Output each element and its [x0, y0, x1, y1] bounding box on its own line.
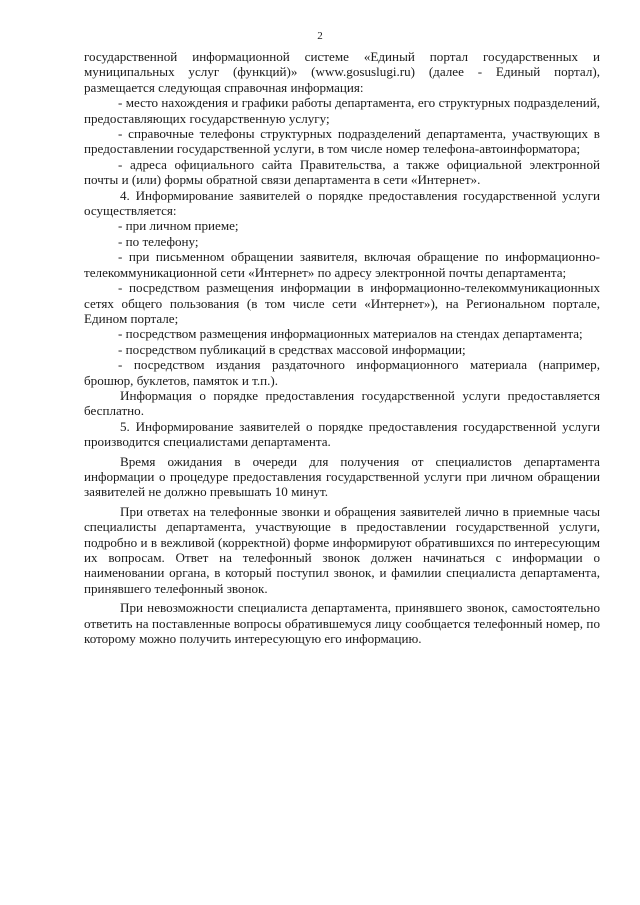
list-item: - посредством публикаций в средствах массовой информации;	[118, 341, 466, 357]
page-number: 2	[317, 30, 323, 42]
list-item: - адреса официального сайта Правительства, а также официальной электронной почты и (или) формы обратной связи департамента в сети «Интернет».	[84, 156, 600, 188]
list-item: - посредством издания раздаточного информационного материала (например, брошюр, буклетов, памяток и т.п.).	[84, 357, 600, 388]
list-item: - по телефону;	[118, 233, 199, 249]
paragraph: При ответах на телефонные звонки и обращения заявителей лично в приемные часы специалисты департамента, участвующие в предоставлении государственной услуги, подробно и в вежливой (корректной) форме информируют обратившихся по интересующим их вопросам. Ответ на телефонный звонок должен начинаться с информации о наименовании органа, в который поступил звонок, и фамилии специалиста департамента, принявшего телефонный звонок.	[84, 503, 600, 596]
list-item: - при личном приеме;	[118, 218, 239, 234]
paragraph: Информация о порядке предоставления государственной услуги предоставляется бесплатно.	[84, 387, 600, 419]
paragraph: 4. Информирование заявителей о порядке предоставления государственной услуги осуществляется:	[84, 187, 600, 219]
list-item: - при письменном обращении заявителя, включая обращение по информационно-телекоммуникационной сети «Интернет» по адресу электронной почты департамента;	[84, 249, 600, 280]
list-item: - справочные телефоны структурных подразделений департамента, участвующих в предоставлении государственной услуги, в том числе номер телефона-автоинформатора;	[84, 126, 600, 157]
list-item: - место нахождения и графики работы департамента, его структурных подразделений, предоставляющих государственную услугу;	[84, 95, 600, 126]
paragraph: Время ожидания в очереди для получения от специалистов департамента информации о процедуре предоставления государственной услуги при личном обращении заявителей не должно превышать 10 минут.	[84, 453, 600, 500]
paragraph: 5. Информирование заявителей о порядке предоставления государственной услуги производится специалистами департамента.	[84, 418, 600, 450]
document-body	[84, 49, 600, 646]
paragraph: При невозможности специалиста департамента, принявшего звонок, самостоятельно ответить на поставленные вопросы обратившемуся лицу сообщается телефонный номер, по которому можно получить интересующую его информацию.	[84, 600, 600, 647]
list-item: - посредством размещения информационных материалов на стендах департамента;	[118, 326, 583, 342]
paragraph: государственной информационной системе «Единый портал государственных и муниципальных услуг (функций)» (www.gosuslugi.ru) (далее - Единый портал), размещается следующая справочная информация:	[84, 49, 600, 95]
list-item: - посредством размещения информации в информационно-телекоммуникационных сетях общего пользования (в том числе сети «Интернет»), на Региональном портале, Едином портале;	[84, 280, 600, 326]
